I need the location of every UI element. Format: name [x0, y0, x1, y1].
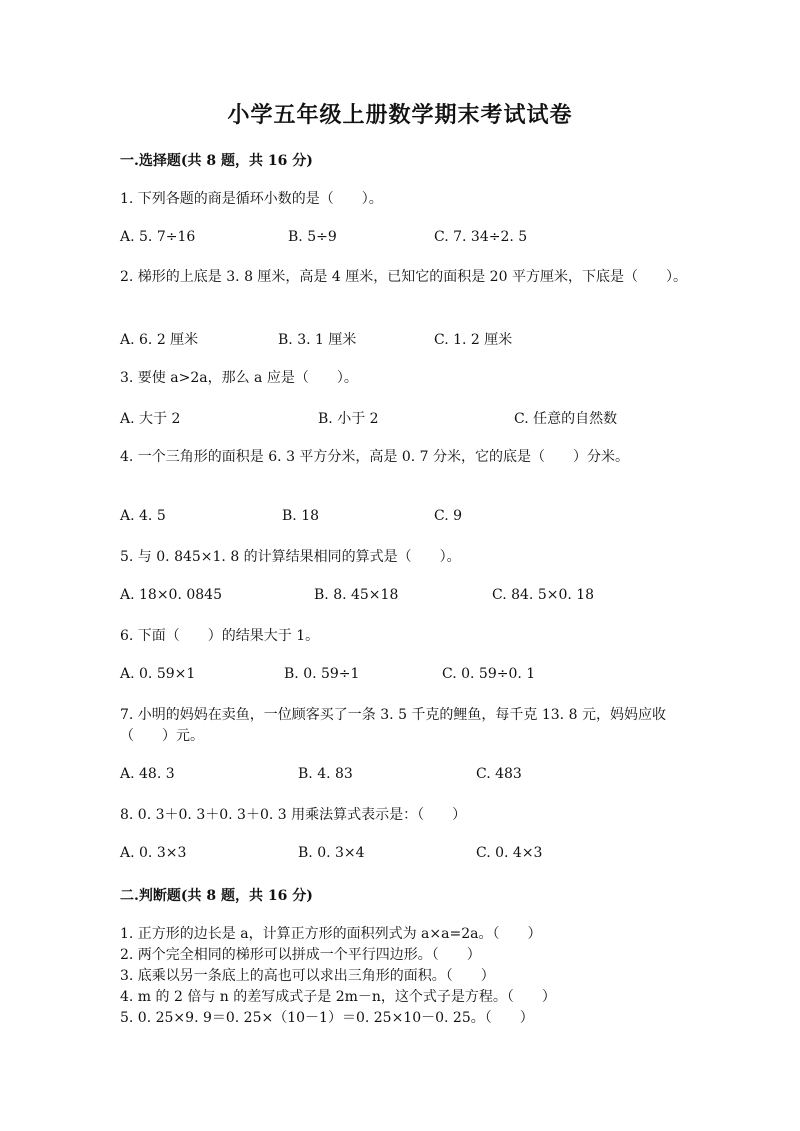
judge-item-1: 1. 正方形的边长是 a，计算正方形的面积列式为 a×a=2a。（ ）	[120, 926, 542, 942]
question-5: 5. 与 0. 845×1. 8 的计算结果相同的算式是（ ）。	[120, 549, 461, 565]
option-b: B. 8. 45×18	[314, 587, 399, 603]
option-a: A. 0. 59×1	[120, 666, 196, 682]
option-b: B. 4. 83	[298, 766, 353, 782]
judge-item-5: 5. 0. 25×9. 9＝0. 25×（10－1）＝0. 25×10－0. 25。（ ）	[120, 1010, 534, 1026]
option-a: A. 48. 3	[120, 766, 175, 782]
option-a: A. 6. 2 厘米	[120, 332, 199, 348]
option-c: C. 483	[476, 766, 522, 782]
judge-item-2: 2. 两个完全相同的梯形可以拼成一个平行四边形。（ ）	[120, 947, 481, 963]
judge-item-4: 4. m 的 2 倍与 n 的差写成式子是 2m－n，这个式子是方程。（ ）	[120, 989, 556, 1005]
option-a: A. 4. 5	[120, 508, 166, 524]
option-c: C. 84. 5×0. 18	[492, 587, 595, 603]
option-c: C. 0. 4×3	[476, 845, 543, 861]
option-b: B. 0. 59÷1	[284, 666, 360, 682]
option-a: A. 18×0. 0845	[120, 587, 222, 603]
option-c: C. 7. 34÷2. 5	[434, 229, 528, 245]
option-c: C. 1. 2 厘米	[434, 332, 513, 348]
section-heading-true-false: 二.判断题(共 8 题，共 16 分)	[120, 888, 313, 904]
option-c: C. 任意的自然数	[514, 411, 618, 427]
question-8: 8. 0. 3＋0. 3＋0. 3＋0. 3 用乘法算式表示是：（ ）	[120, 807, 467, 823]
option-a: A. 大于 2	[120, 411, 181, 427]
option-c: C. 9	[434, 508, 463, 524]
question-4: 4. 一个三角形的面积是 6. 3 平方分米，高是 0. 7 分米，它的底是（ ）分米。	[120, 449, 630, 465]
option-b: B. 0. 3×4	[298, 845, 365, 861]
question-7: 7. 小明的妈妈在卖鱼，一位顾客买了一条 3. 5 千克的鲤鱼，每千克 13. 8 元，妈妈应收（ ）元。	[120, 707, 666, 744]
option-a: A. 5. 7÷16	[120, 229, 196, 245]
section-heading-multiple-choice: 一.选择题(共 8 题，共 16 分)	[120, 153, 313, 169]
question-3: 3. 要使 a>2a，那么 a 应是（ ）。	[120, 370, 358, 386]
option-c: C. 0. 59÷0. 1	[442, 666, 536, 682]
judge-item-3: 3. 底乘以另一条底上的高也可以求出三角形的面积。（ ）	[120, 968, 495, 984]
option-b: B. 3. 1 厘米	[278, 332, 357, 348]
question-2: 2. 梯形的上底是 3. 8 厘米，高是 4 厘米，已知它的面积是 20 平方厘米，下底是（ ）。	[120, 269, 687, 285]
page-title: 小学五年级上册数学期末考试试卷	[227, 102, 573, 128]
option-a: A. 0. 3×3	[120, 845, 187, 861]
question-6: 6. 下面（ ）的结果大于 1。	[120, 628, 320, 644]
option-b: B. 小于 2	[318, 411, 379, 427]
option-b: B. 5÷9	[288, 229, 337, 245]
question-1: 1. 下列各题的商是循环小数的是（ ）。	[120, 191, 383, 207]
option-b: B. 18	[282, 508, 320, 524]
